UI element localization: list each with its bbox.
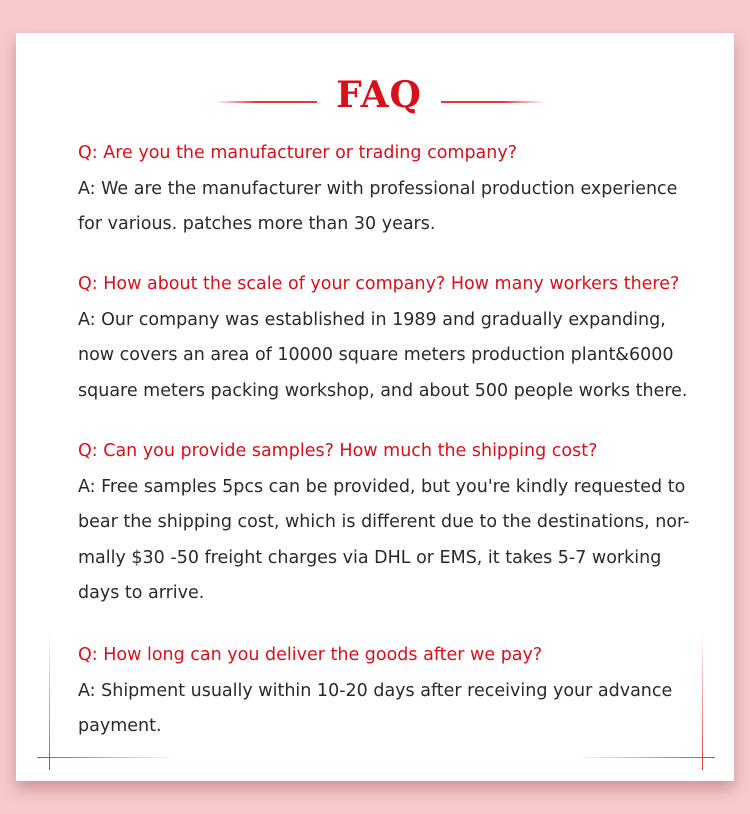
faq-question: Q: How long can you deliver the goods after we pay? xyxy=(78,645,543,665)
faq-item xyxy=(78,434,718,612)
faq-answer-line: A: Our company was established in 1989 and gradually expanding, xyxy=(78,309,666,330)
faq-answer xyxy=(78,303,718,410)
page-title: FAQ xyxy=(336,74,422,116)
title-divider-left xyxy=(215,101,317,103)
corner-line-left-vertical xyxy=(49,632,50,770)
faq-question: Q: Are you the manufacturer or trading company? xyxy=(78,143,518,163)
faq-answer-line: A: We are the manufacturer with professional production experience xyxy=(78,178,678,199)
faq-answer xyxy=(78,674,718,745)
faq-answer-line: bear the shipping cost, which is different due to the destinations, nor- xyxy=(78,512,690,532)
faq-item xyxy=(78,136,718,243)
corner-line-right-vertical xyxy=(702,632,703,770)
faq-answer-line: A: Free samples 5pcs can be provided, but you're kindly requested to xyxy=(78,476,686,497)
faq-question: Q: How about the scale of your company? How many workers there? xyxy=(78,274,680,294)
faq-answer xyxy=(78,172,718,243)
title-divider-right xyxy=(441,101,545,103)
faq-answer-line: mally $30 -50 freight charges via DHL or EMS, it takes 5-7 working xyxy=(78,547,662,568)
faq-answer-line: square meters packing workshop, and about 500 people works there. xyxy=(78,380,688,401)
faq-answer xyxy=(78,470,718,612)
faq-answer-line: payment. xyxy=(78,716,162,736)
corner-line-left-horizontal xyxy=(37,757,177,758)
faq-answer-line: now covers an area of 10000 square meters production plant&6000 xyxy=(78,345,674,365)
faq-item xyxy=(78,638,718,745)
faq-answer-line: A: Shipment usually within 10-20 days after receiving your advance xyxy=(78,680,673,701)
faq-item xyxy=(78,267,718,409)
corner-line-right-horizontal xyxy=(575,757,715,758)
faq-answer-line: for various. patches more than 30 years. xyxy=(78,214,436,234)
faq-question: Q: Can you provide samples? How much the shipping cost? xyxy=(78,441,598,461)
faq-answer-line: days to arrive. xyxy=(78,583,205,603)
